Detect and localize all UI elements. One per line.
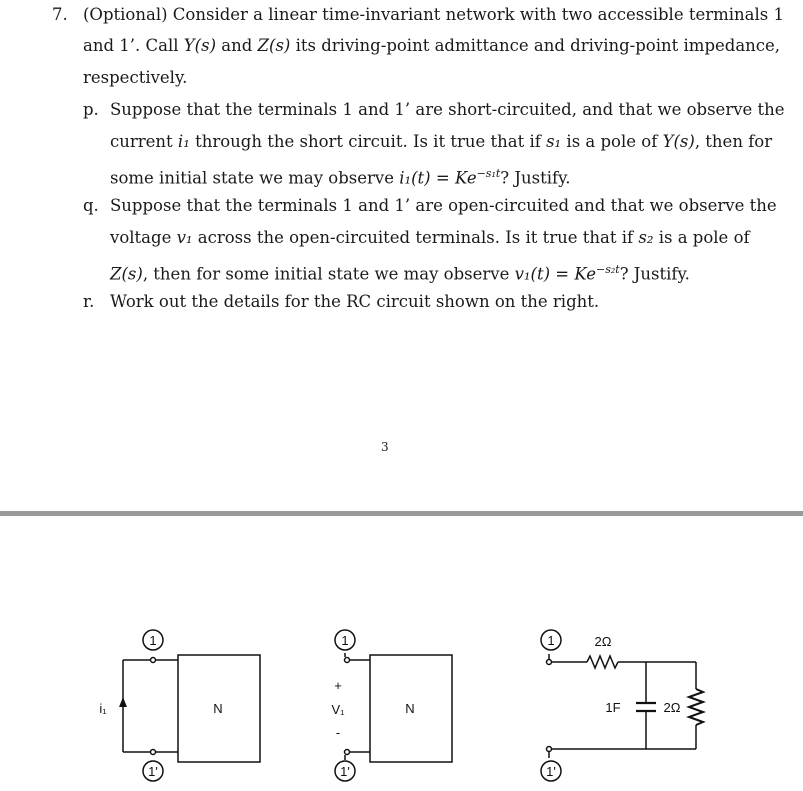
problem-number: 7.: [52, 5, 68, 24]
part-p-line-2-a: current: [110, 132, 178, 151]
fig2-terminal-1p-node: [345, 750, 350, 755]
series-resistor-icon: [587, 656, 618, 668]
fig1-current-label: i₁: [99, 701, 107, 716]
admittance-symbol-p: Y(s): [662, 132, 695, 151]
terminal-1p-node: [151, 750, 156, 755]
part-r-line-1: Work out the details for the RC circuit shown on the right.: [110, 292, 600, 311]
part-p-line-1: Suppose that the terminals 1 and 1’ are short-circuited, and that we observe the: [110, 100, 785, 119]
part-p-eq-exponent: −s₁t: [476, 167, 501, 180]
pole-s1: s₁: [546, 132, 562, 151]
figure-rc-circuit: [541, 630, 703, 781]
problem-line-2-a: and 1’. Call: [83, 36, 184, 55]
fig3-terminal-top: 1: [547, 633, 555, 648]
fig3-terminal-1-node: [547, 660, 552, 665]
fig3-terminal-1p-node: [547, 747, 552, 752]
admittance-symbol: Y(s): [183, 36, 217, 55]
fig2-box-label: N: [405, 701, 415, 716]
impedance-symbol: Z(s): [257, 36, 291, 55]
part-p-line-2-d: , then for: [694, 132, 773, 151]
fig2-minus-sign: -: [335, 725, 341, 740]
page-number: 3: [381, 440, 389, 454]
part-p-line-3-a: some initial state we may observe: [110, 168, 400, 188]
current-symbol: i₁: [177, 132, 190, 151]
part-p-line-2-b: through the short circuit. Is it true that if: [189, 132, 547, 151]
current-arrow-icon: [119, 697, 127, 707]
problem-line-1: (Optional) Consider a linear time-invariant network with two accessible terminals 1: [83, 5, 784, 24]
part-p-label: p.: [83, 100, 99, 119]
capacitor-label: 1F: [605, 700, 621, 715]
part-q-line-3-a: , then for some initial state we may observe: [142, 264, 515, 284]
part-q-line-2-b: across the open-circuited terminals. Is it true that if: [192, 228, 639, 247]
part-q-eq-exponent: −s₂t: [596, 263, 620, 276]
shunt-resistor-icon: [689, 689, 703, 725]
problem-line-3: respectively.: [83, 68, 188, 87]
fig2-terminal-1-node: [345, 658, 350, 663]
fig1-terminal-bottom: 1': [148, 764, 158, 779]
voltage-symbol: v₁: [176, 228, 193, 247]
part-p-line-3-b: ? Justify.: [500, 168, 571, 188]
pole-s2: s₂: [638, 228, 654, 247]
part-p-eq-lhs: i₁(t): [399, 168, 431, 188]
problem-line-2-b: and: [216, 36, 258, 55]
fig1-terminal-top: 1: [149, 633, 157, 648]
fig3-terminal-bottom: 1': [546, 764, 556, 779]
part-q-line-2-c: is a pole of: [653, 228, 750, 247]
terminal-1-node: [151, 658, 156, 663]
fig2-terminal-bottom: 1': [340, 764, 350, 779]
impedance-symbol-q: Z(s): [110, 264, 143, 284]
part-q-line-1: Suppose that the terminals 1 and 1’ are open-circuited and that we observe the: [110, 196, 777, 215]
part-q-label: q.: [83, 196, 99, 215]
problem-line-2-c: its driving-point admittance and driving-point impedance,: [290, 36, 781, 55]
part-q-eq-lhs: v₁(t): [514, 264, 551, 284]
part-q-eq-rhs: = Ke: [550, 264, 596, 284]
part-p-line-2-c: is a pole of: [561, 132, 663, 151]
part-q-line-3-b: ? Justify.: [619, 264, 690, 284]
shunt-resistor-label: 2Ω: [663, 700, 681, 715]
series-resistor-label: 2Ω: [594, 634, 612, 649]
fig1-box-label: N: [213, 701, 223, 716]
part-p-eq-rhs: = Ke: [430, 168, 477, 188]
figure-open-circuit: [331, 630, 452, 781]
part-q-line-2-a: voltage: [110, 228, 177, 247]
figure-short-circuit: [99, 630, 260, 781]
fig2-terminal-top: 1: [341, 633, 349, 648]
fig2-voltage-label: V₁: [331, 702, 345, 717]
part-r-label: r.: [83, 292, 95, 311]
fig2-plus-sign: +: [334, 678, 342, 693]
